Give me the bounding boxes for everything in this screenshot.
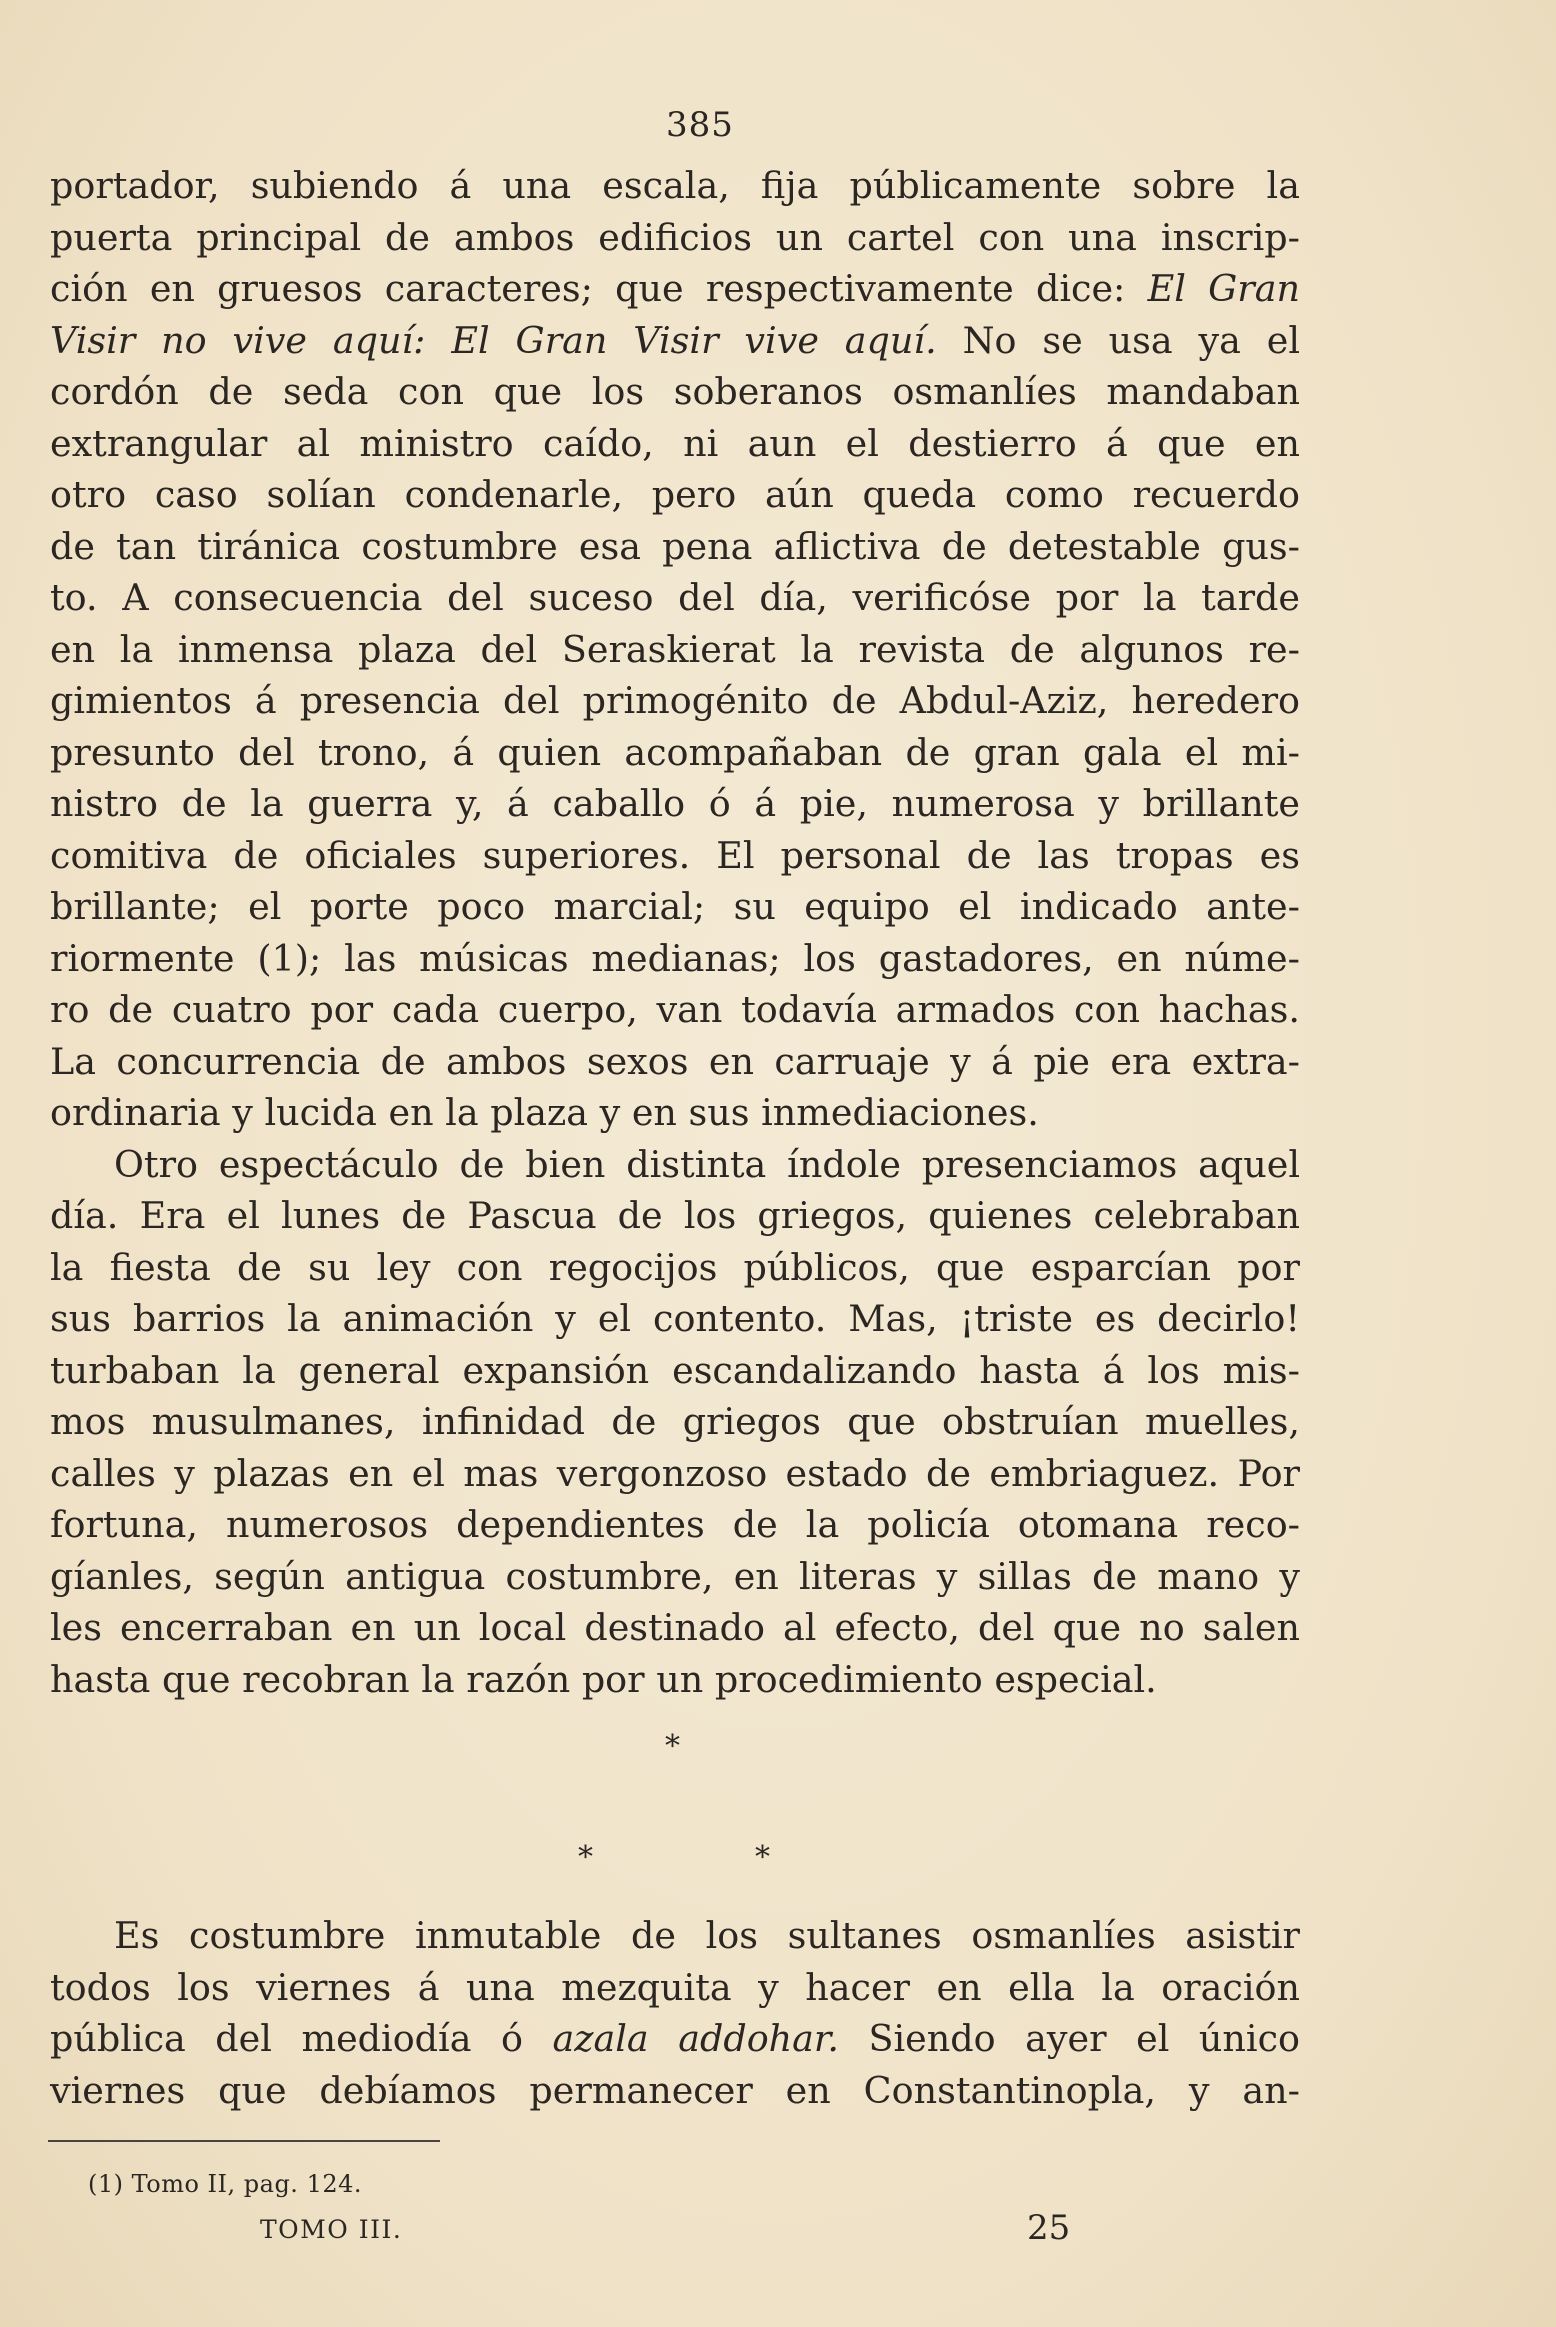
closing-text <box>50 1910 1300 2116</box>
text-line: extrangular al ministro caído, ni aun el destierro á que en <box>50 421 1300 465</box>
footnote-divider <box>48 2140 440 2142</box>
text-line: calles y plazas en el mas vergonzoso estado de embriaguez. Por <box>50 1451 1300 1495</box>
text-line: nistro de la guerra y, á caballo ó á pie, numerosa y brillante <box>50 782 1300 825</box>
text-line: la fiesta de su ley con regocijos públicos, que esparcían por <box>50 1245 1300 1289</box>
text-line: viernes que debíamos permanecer en Constantinopla, y an- <box>50 2068 1300 2112</box>
text-line: gimientos á presencia del primogénito de Abdul-Aziz, heredero <box>50 679 1300 722</box>
text-line <box>50 2013 1300 2065</box>
text-line: Es costumbre inmutable de los sultanes osmanlíes asistir <box>114 1914 1300 1957</box>
italic-phrase: El Gran <box>1147 267 1300 310</box>
text-line <box>50 263 1300 315</box>
italic-phrase: azala addohar. <box>552 2017 839 2060</box>
text-line: hasta que recobran la razón por un procedimiento especial. <box>50 1657 1157 1701</box>
text-segment: No se usa ya el <box>936 318 1300 362</box>
signature-mark: 25 <box>1027 2208 1071 2248</box>
main-text <box>50 160 1300 1705</box>
text-line: fortuna, numerosos dependientes de la policía otomana reco- <box>50 1503 1300 1546</box>
text-line: puerta principal de ambos edificios un cartel con una inscrip- <box>50 215 1300 259</box>
text-line: gíanles, según antigua costumbre, en literas y sillas de mano y <box>50 1554 1300 1598</box>
text-line: de tan tiránica costumbre esa pena aflictiva de detestable gus- <box>50 524 1300 568</box>
text-line: en la inmensa plaza del Seraskierat la revista de algunos re- <box>50 627 1300 671</box>
text-line <box>50 315 1300 367</box>
text-line: ro de cuatro por cada cuerpo, van todavía armados con hachas. <box>50 988 1300 1031</box>
text-line: les encerraban en un local destinado al efecto, del que no salen <box>50 1606 1300 1649</box>
text-line: turbaban la general expansión escandalizando hasta á los mis- <box>50 1348 1300 1392</box>
page-number: 385 <box>666 105 734 145</box>
text-line: otro caso solían condenarle, pero aún queda como recuerdo <box>50 473 1300 516</box>
separator-asterisk: * <box>755 1840 770 1875</box>
text-line: todos los viernes á una mezquita y hacer en ella la oración <box>50 1965 1300 2009</box>
separator-asterisk: * <box>665 1729 680 1764</box>
volume-label: TOMO III. <box>260 2215 403 2244</box>
text-line: comitiva de oficiales superiores. El personal de las tropas es <box>50 833 1300 877</box>
text-line: riormente (1); las músicas medianas; los gastadores, en núme- <box>50 936 1300 980</box>
text-line: La concurrencia de ambos sexos en carruaje y á pie era extra- <box>50 1039 1300 1083</box>
text-line: to. A consecuencia del suceso del día, verificóse por la tarde <box>50 576 1300 619</box>
text-line: sus barrios la animación y el contento. Mas, ¡triste es decirlo! <box>50 1297 1300 1340</box>
text-segment: pública del mediodía ó <box>50 2017 523 2060</box>
text-line: presunto del trono, á quien acompañaban de gran gala el mi- <box>50 730 1300 774</box>
text-line: cordón de seda con que los soberanos osmanlíes mandaban <box>50 370 1300 413</box>
italic-phrase: Visir no vive aquí: El Gran Visir vive aquí. <box>50 318 937 362</box>
text-line: Otro espectáculo de bien distinta índole presenciamos aquel <box>114 1142 1300 1186</box>
text-line: ordinaria y lucida en la plaza y en sus inmediaciones. <box>50 1091 1039 1134</box>
text-line: portador, subiendo á una escala, fija públicamente sobre la <box>50 164 1300 207</box>
text-line: día. Era el lunes de Pascua de los griegos, quienes celebraban <box>50 1194 1300 1237</box>
separator-asterisk: * <box>578 1840 593 1875</box>
text-segment: Siendo ayer el único <box>838 2017 1300 2060</box>
text-line: mos musulmanes, infinidad de griegos que obstruían muelles, <box>50 1400 1300 1443</box>
text-line: brillante; el porte poco marcial; su equipo el indicado ante- <box>50 885 1300 928</box>
text-segment: ción en gruesos caracteres; que respectivamente dice: <box>50 267 1126 310</box>
footnote: (1) Tomo II, pag. 124. <box>88 2170 363 2198</box>
